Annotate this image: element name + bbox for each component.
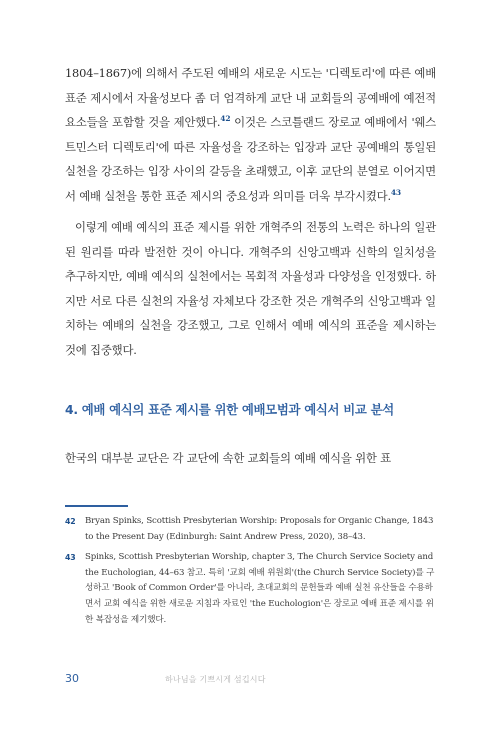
footnote-ref-43[interactable]: 43 [390,188,401,198]
footnote-42 [65,514,436,545]
running-title: 하나님을 기쁘시게 섬깁시다 [165,675,266,684]
paragraph-1-text: 1804–1867)에 의해서 주도된 예배의 새로운 시도는 '디렉토리'에 따른 예배 표준 제시에서 자율성보다 좀 더 엄격하게 교단 내 교회들의 공예배에 예전적 요소들을 포함할 것을 제안했다. [65,66,436,130]
footnote-divider [65,505,128,507]
page-footer [65,672,436,692]
footnote-43 [65,550,436,628]
paragraph-2: 이렇게 예배 예식의 표준 제시를 위한 개혁주의 전통의 노력은 하나의 일관된 원리를 따라 발전한 것이 아니다. 개혁주의 신앙고백과 신학의 일치성을 추구하지만, 예배 예식의 실천에서는 목회적 자율성과 다양성을 인정했다. 하지만 서로 다른 실천의 자율성 자체보다 강조한 것은 개혁주의 신앙고백과 일치하는 예배의 실천을 강조했고, 그로 인해서 예배 예식의 표준을 제시하는 것에 집중했다. [65,220,436,357]
footnote-number: 42 [65,517,76,526]
paragraph-1 [65,61,436,209]
footnotes [65,514,436,633]
footnote-text: Bryan Spinks, Scottish Presbyterian Worship: Proposals for Organic Change, 1843 to the Present Day (Edinburgh: Saint Andrew Press, 2020), 38–43. [85,516,434,542]
footnote-text: Spinks, Scottish Presbyterian Worship, chapter 3, The Church Service Society and the Euchologian, 44–63 참고. 특히 '교회 예배 위원회'(the Church Service Society)를 구성하고 'Book of Common Order'를 아니라, 초대교회의 문헌들과 예배 실천 유산들을 수용하면서 교회 예식을 위한 새로운 지침과 자료인 'the Euchologion'은 장로교 예배 표준 제시를 위한 복잡성을 제기했다. [85,552,435,625]
footnote-ref-42[interactable]: 42 [220,114,231,124]
paragraph-3: 한국의 대부분 교단은 각 교단에 속한 교회들의 예배 예식을 위한 표 [65,451,391,465]
page-number: 30 [65,672,79,685]
paragraph-1-text-continued: 이것은 스코틀랜드 장로교 예배에서 '웨스트민스터 디렉토리'에 따른 자율성을 강조하는 입장과 교단 공예배의 통일된 실천을 강조하는 입장 사이의 갈등을 초래했고, 이후 교단의 분열로 이어지면서 예배 실천을 통한 표준 제시의 중요성과 의미를 더욱 부각시켰다. [65,115,436,203]
section-heading: 4. 예배 예식의 표준 제시를 위한 예배모범과 예식서 비교 분석 [65,402,394,417]
footnote-number: 43 [65,553,76,563]
